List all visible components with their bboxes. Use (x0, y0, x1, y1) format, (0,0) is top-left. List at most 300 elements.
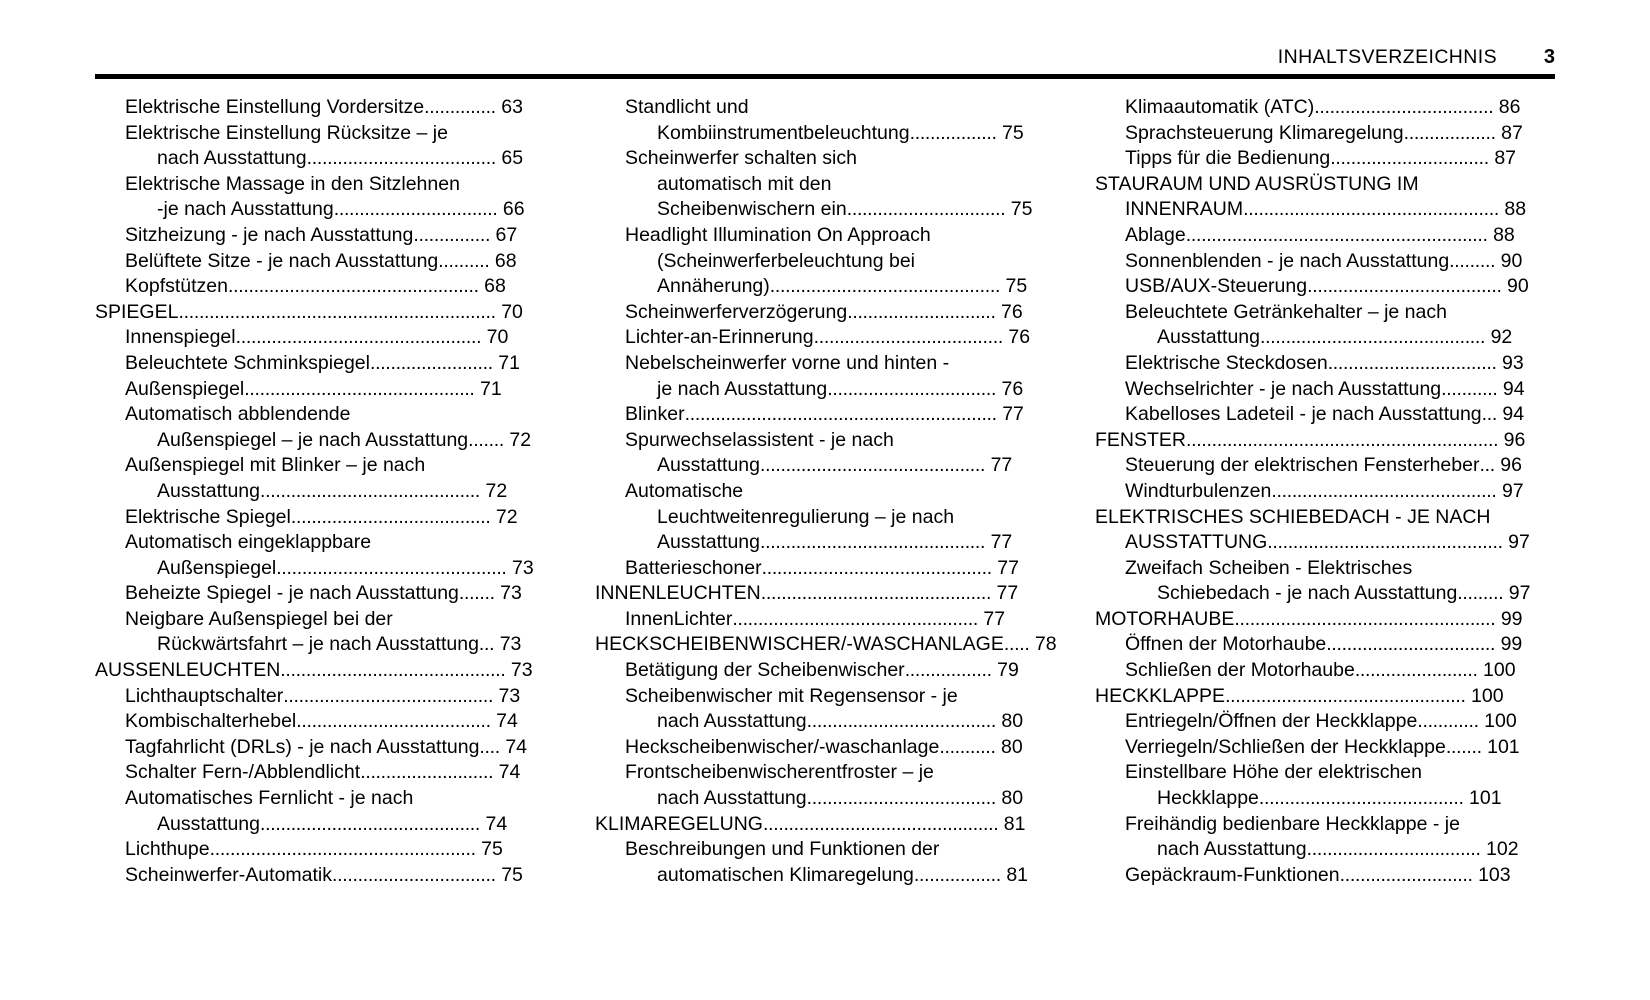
toc-entry-title: Automatisches Fernlicht - je nach (125, 787, 414, 810)
toc-entry[interactable] (595, 812, 1065, 838)
toc-entry-page: 88 (1487, 223, 1515, 246)
toc-entry-title: Heckscheibenwischer/-waschanlage (625, 735, 940, 758)
toc-entry-title: automatisch mit den (657, 172, 832, 195)
toc-entry-leader: ............................................ (759, 454, 986, 477)
toc-entry-leader: ................................................ (732, 607, 978, 630)
toc-entry[interactable] (1125, 249, 1565, 275)
toc-entry[interactable] (625, 95, 1065, 121)
toc-entry-title: Neigbare Außenspiegel bei der (125, 607, 393, 630)
toc-entry[interactable] (125, 786, 565, 812)
toc-entry-page: 79 (991, 659, 1019, 682)
toc-entry-page: 100 (1478, 710, 1517, 733)
toc-entry-title: InnenLichter (625, 607, 733, 630)
toc-entry[interactable] (657, 377, 1065, 403)
toc-entry-leader: .................................................. (1243, 198, 1499, 221)
toc-entry-leader: ..................................... (806, 787, 996, 810)
toc-entry-page: 73 (505, 659, 533, 682)
toc-entry-leader: ................................ (332, 863, 496, 886)
toc-entry-page: 77 (985, 531, 1013, 554)
toc-entry-title: Sitzheizung - je nach Ausstattung (125, 223, 414, 246)
toc-entry-title: Sonnenblenden - je nach Ausstattung (1125, 249, 1450, 272)
toc-entry[interactable] (125, 172, 565, 198)
toc-entry-page: 88 (1498, 198, 1527, 221)
toc-entry-title: Scheinwerfer schalten sich (625, 147, 857, 170)
toc-entry-leader: .............................................. (1267, 531, 1503, 554)
toc-entry-leader: ............................................. (769, 275, 1001, 298)
toc-entry-page: 102 (1480, 838, 1519, 861)
toc-entry-page: 100 (1465, 684, 1504, 707)
toc-entry-title: Batterieschoner (625, 556, 762, 579)
toc-entry-leader: ................................. (1327, 351, 1497, 374)
toc-entry-page: 90 (1501, 275, 1529, 298)
toc-entry-page: 74 (480, 812, 508, 835)
toc-entry[interactable] (157, 428, 565, 454)
toc-entry-leader: ................. (909, 121, 997, 144)
toc-entry[interactable] (625, 146, 1065, 172)
toc-entry-page: 78 (1029, 633, 1057, 656)
toc-entry-title: Wechselrichter - je nach Ausstattung (1125, 377, 1442, 400)
toc-entry[interactable] (625, 556, 1065, 582)
toc-entry-leader: ....................................... (290, 505, 491, 528)
toc-entry-page: 103 (1472, 863, 1511, 886)
toc-entry[interactable] (1125, 658, 1565, 684)
toc-entry-title: STAURAUM UND AUSRÜSTUNG IM (1095, 172, 1419, 195)
toc-entry[interactable] (1125, 863, 1565, 889)
toc-entry-leader: ............................................................. (684, 403, 997, 426)
toc-entry-title: Automatisch abblendende (125, 403, 351, 426)
toc-entry-title: Schließen der Motorhaube (1125, 659, 1355, 682)
toc-entry[interactable] (1125, 812, 1565, 838)
toc-entry-title: Freihändig bedienbare Heckklappe - je (1125, 812, 1460, 835)
toc-entry[interactable] (657, 786, 1065, 812)
toc-entry-title: Beleuchtete Schminkspiegel (125, 351, 370, 374)
toc-entry-leader: ............................... (1330, 147, 1489, 170)
toc-entry-page: 96 (1498, 428, 1526, 451)
toc-entry-leader: .......................... (360, 761, 494, 784)
toc-entry[interactable] (1125, 300, 1565, 326)
toc-entry-page: 75 (475, 838, 503, 861)
toc-entry[interactable] (125, 274, 565, 300)
toc-entry-title: Elektrische Einstellung Rücksitze – je (125, 121, 448, 144)
toc-entry[interactable] (1125, 479, 1565, 505)
toc-entry-leader: ............................................. (761, 556, 992, 579)
toc-entry-title: Scheibenwischern ein (657, 198, 847, 221)
toc-entry-title: Elektrische Einstellung Vordersitze (125, 96, 425, 118)
toc-entry-title: Belüftete Sitze - je nach Ausstattung (125, 249, 439, 272)
toc-entry-leader: ..... (1003, 633, 1030, 656)
toc-entry-leader: ........................................... (259, 812, 481, 835)
toc-entry-page: 76 (1002, 326, 1031, 349)
toc-entry-title: Leuchtweitenregulierung – je nach (657, 505, 955, 528)
toc-entry-title: Ausstattung (657, 454, 760, 477)
toc-entry-title: Kabelloses Ladeteil - je nach Ausstattung (1125, 403, 1482, 426)
toc-entry-page: 74 (499, 735, 528, 758)
toc-entry-title: Außenspiegel (125, 377, 245, 400)
toc-entry-leader: ...................................... (296, 710, 491, 733)
toc-entry-title: Beschreibungen und Funktionen der (625, 838, 940, 861)
header-page-number: 3 (1543, 46, 1555, 68)
toc-entry[interactable] (1125, 197, 1565, 223)
toc-entry-title: Sprachsteuerung Klimaregelung (1125, 121, 1404, 144)
toc-entry-title: Ausstattung (157, 479, 260, 502)
header-divider (95, 74, 1555, 79)
toc-entry[interactable] (657, 453, 1065, 479)
toc-entry[interactable] (625, 325, 1065, 351)
toc-columns (95, 95, 1565, 888)
toc-entry-page: 71 (474, 377, 502, 400)
toc-entry-leader: ... (1479, 454, 1495, 477)
toc-entry-page: 81 (998, 812, 1026, 835)
toc-entry-page: 94 (1497, 403, 1525, 426)
toc-entry[interactable] (625, 684, 1065, 710)
toc-entry-title: Elektrische Steckdosen (1125, 351, 1328, 374)
toc-entry-page: 87 (1488, 147, 1517, 170)
toc-entry[interactable] (1157, 786, 1565, 812)
toc-entry-title: Scheinwerferverzögerung (625, 300, 848, 323)
toc-entry-leader: ..................................... (806, 710, 996, 733)
toc-entry-leader: ................................... (1314, 96, 1494, 118)
toc-entry[interactable] (95, 300, 565, 326)
toc-entry-page: 75 (495, 863, 523, 886)
toc-entry-leader: ........................................................... (1185, 223, 1488, 246)
toc-entry-title: Kopfstützen (125, 275, 228, 298)
toc-entry[interactable] (125, 607, 565, 633)
toc-entry[interactable] (1125, 121, 1565, 147)
toc-entry-title: Scheibenwischer mit Regensensor - je (625, 684, 958, 707)
toc-entry[interactable] (1125, 530, 1565, 556)
toc-entry[interactable] (125, 121, 565, 147)
toc-entry-page: 74 (493, 761, 521, 784)
toc-entry-title: Headlight Illumination On Approach (625, 223, 931, 246)
toc-entry-title: SPIEGEL (95, 300, 179, 323)
toc-entry-page: 65 (495, 147, 524, 170)
toc-entry-page: 72 (503, 428, 532, 451)
toc-entry-title: Spurwechselassistent - je nach (625, 428, 894, 451)
toc-entry-page: 76 (995, 300, 1023, 323)
toc-entry-leader: ............................................ (1271, 479, 1497, 502)
toc-entry-leader: .......... (438, 249, 490, 272)
toc-entry[interactable] (625, 735, 1065, 761)
toc-entry[interactable] (595, 581, 1065, 607)
toc-entry-page: 97 (1502, 531, 1530, 554)
toc-entry[interactable] (125, 581, 565, 607)
toc-entry[interactable] (125, 95, 565, 121)
toc-entry-title: INNENLEUCHTEN (595, 582, 761, 605)
toc-entry-title: Kombischalterhebel (125, 710, 297, 733)
toc-entry-title: Windturbulenzen (1125, 479, 1272, 502)
toc-entry[interactable] (625, 479, 1065, 505)
toc-entry-page: 68 (489, 249, 517, 272)
toc-entry[interactable] (625, 428, 1065, 454)
toc-entry-title: Entriegeln/Öffnen der Heckklappe (1125, 710, 1418, 733)
toc-entry-leader: ........................ (369, 351, 493, 374)
toc-entry-page: 71 (492, 351, 520, 374)
toc-entry-title: Schiebedach - je nach Ausstattung (1157, 582, 1458, 605)
toc-entry-leader: ................................................... (1234, 607, 1496, 630)
toc-entry-page: 77 (985, 454, 1013, 477)
toc-entry-leader: ................................................. (227, 275, 479, 298)
toc-entry-page: 74 (490, 710, 518, 733)
toc-entry-page: 73 (494, 582, 522, 605)
toc-entry-leader: ..................................... (306, 147, 496, 170)
toc-entry-page: 75 (1000, 275, 1028, 298)
toc-entry-title: nach Ausstattung (657, 787, 807, 810)
toc-entry-title: AUSSENLEUCHTEN (95, 659, 281, 682)
toc-entry-page: 80 (995, 787, 1024, 810)
toc-entry[interactable] (1125, 223, 1565, 249)
toc-entry[interactable] (1095, 505, 1565, 531)
toc-entry[interactable] (157, 197, 565, 223)
toc-column-2 (595, 95, 1065, 888)
toc-entry-leader: ... (1481, 403, 1498, 426)
toc-entry-leader: .... (479, 735, 500, 758)
toc-entry-title: Ausstattung (1157, 326, 1260, 349)
toc-entry-page: 81 (1000, 863, 1029, 886)
toc-entry-leader: .............................................. (762, 812, 999, 835)
toc-entry-title: (Scheinwerferbeleuchtung bei (657, 249, 915, 272)
toc-entry[interactable] (657, 121, 1065, 147)
toc-entry-title: Außenspiegel (157, 556, 277, 579)
toc-entry-title: Elektrische Massage in den Sitzlehnen (125, 172, 460, 195)
toc-entry-title: AUSSTATTUNG (1125, 531, 1268, 554)
toc-entry-page: 90 (1495, 249, 1523, 272)
toc-entry[interactable] (1095, 684, 1565, 710)
toc-entry[interactable] (1125, 351, 1565, 377)
toc-entry-page: 101 (1481, 735, 1520, 758)
toc-entry[interactable] (625, 658, 1065, 684)
toc-entry-leader: ................. (904, 659, 992, 682)
toc-entry-title: FENSTER (1095, 428, 1187, 451)
toc-entry-leader: ................................. (1326, 633, 1496, 656)
toc-entry[interactable] (625, 300, 1065, 326)
toc-entry-leader: ............................................................. (1186, 428, 1499, 451)
toc-entry[interactable] (1125, 146, 1565, 172)
toc-entry-page: 97 (1503, 582, 1531, 605)
toc-entry[interactable] (1095, 428, 1565, 454)
toc-entry-title: Beleuchtete Getränkehalter – je nach (1125, 300, 1447, 323)
toc-entry-title: INNENRAUM (1125, 198, 1244, 221)
toc-entry[interactable] (1125, 709, 1565, 735)
toc-entry-leader: ....... (468, 428, 504, 451)
toc-entry-page: 100 (1477, 659, 1516, 682)
toc-entry[interactable] (125, 402, 565, 428)
toc-entry-page: 99 (1495, 633, 1523, 656)
toc-entry-title: Frontscheibenwischerentfroster – je (625, 761, 934, 784)
toc-entry-title: Rückwärtsfahrt – je nach Ausstattung (157, 633, 479, 656)
toc-entry-leader: ............................................. (276, 556, 507, 579)
toc-entry[interactable] (1125, 556, 1565, 582)
toc-entry-leader: ............ (1417, 710, 1479, 733)
toc-entry[interactable] (125, 709, 565, 735)
toc-entry-title: Betätigung der Scheibenwischer (625, 659, 905, 682)
toc-entry-page: 99 (1495, 607, 1523, 630)
toc-entry-page: 66 (497, 198, 525, 221)
toc-entry-title: Tagfahrlicht (DRLs) - je nach Ausstattung (125, 735, 480, 758)
toc-entry-leader: .............................................................. (178, 300, 496, 323)
toc-entry-leader: ............................................ (1259, 326, 1486, 349)
toc-entry[interactable] (125, 351, 565, 377)
header-title: INHALTSVERZEICHNIS (1277, 46, 1497, 68)
toc-entry-page: 97 (1496, 479, 1524, 502)
toc-entry-leader: ........... (1441, 377, 1498, 400)
toc-entry-title: Automatisch eingeklappbare (125, 531, 372, 554)
toc-entry-leader: ...................................... (1307, 275, 1502, 298)
toc-entry-leader: ............................................... (1225, 684, 1466, 707)
toc-entry-title: HECKKLAPPE (1095, 684, 1226, 707)
toc-entry[interactable] (625, 351, 1065, 377)
toc-entry-leader: ............................................. (244, 377, 475, 400)
toc-entry[interactable] (657, 530, 1065, 556)
toc-entry[interactable] (1125, 274, 1565, 300)
toc-entry-title: Innenspiegel (125, 326, 236, 349)
toc-entry[interactable] (657, 197, 1065, 223)
toc-entry[interactable] (125, 249, 565, 275)
toc-entry[interactable] (657, 709, 1065, 735)
toc-entry[interactable] (125, 223, 565, 249)
toc-entry-title: ELEKTRISCHES SCHIEBEDACH - JE NACH (1095, 505, 1491, 528)
toc-entry-title: Verriegeln/Schließen der Heckklappe (1125, 735, 1446, 758)
toc-entry-title: Automatische (625, 479, 744, 502)
toc-entry-page: 67 (490, 223, 518, 246)
toc-entry-leader: .............. (424, 96, 496, 118)
toc-entry[interactable] (125, 453, 565, 479)
toc-entry[interactable] (95, 658, 565, 684)
toc-entry[interactable] (125, 760, 565, 786)
toc-entry-page: 77 (977, 607, 1006, 630)
toc-entry-title: Beheizte Spiegel - je nach Ausstattung (125, 582, 459, 605)
toc-entry[interactable] (625, 402, 1065, 428)
toc-entry[interactable] (157, 146, 565, 172)
toc-entry[interactable] (625, 837, 1065, 863)
toc-entry-leader: ....... (458, 582, 495, 605)
toc-entry[interactable] (1157, 837, 1565, 863)
toc-entry[interactable] (657, 249, 1065, 275)
toc-entry[interactable] (1095, 607, 1565, 633)
toc-entry-title: Ausstattung (657, 531, 760, 554)
toc-entry-title: Heckklappe (1157, 787, 1259, 810)
toc-entry[interactable] (125, 530, 565, 556)
toc-entry-title: Nebelscheinwerfer vorne und hinten - (625, 351, 950, 374)
toc-entry-page: 94 (1497, 377, 1525, 400)
toc-entry-page: 77 (996, 403, 1024, 426)
toc-entry-leader: ............................................ (759, 531, 986, 554)
toc-entry-title: Klimaautomatik (ATC) (1125, 96, 1315, 118)
toc-entry[interactable] (1125, 377, 1565, 403)
toc-entry-page: 77 (991, 556, 1019, 579)
toc-entry-page: 68 (478, 275, 506, 298)
toc-entry[interactable] (125, 863, 565, 889)
toc-entry[interactable] (657, 172, 1065, 198)
toc-entry-title: Standlicht und (625, 96, 749, 118)
toc-entry[interactable] (1125, 453, 1565, 479)
toc-entry-page: 92 (1485, 326, 1513, 349)
toc-entry[interactable] (125, 325, 565, 351)
toc-entry-title: Annäherung) (657, 275, 770, 298)
toc-entry-title: Scheinwerfer-Automatik (125, 863, 332, 886)
toc-entry-leader: ................. (913, 863, 1001, 886)
toc-entry-title: Kombiinstrumentbeleuchtung (657, 121, 910, 144)
toc-entry-page: 72 (480, 479, 508, 502)
toc-entry[interactable] (1125, 402, 1565, 428)
toc-entry-leader: ............... (413, 223, 491, 246)
toc-entry-title: Elektrische Spiegel (125, 505, 291, 528)
toc-entry[interactable] (1157, 325, 1565, 351)
toc-entry-leader: .................................................... (209, 838, 476, 861)
toc-entry-leader: ........................ (1354, 659, 1478, 682)
toc-entry-title: -je nach Ausstattung (157, 198, 334, 221)
toc-entry[interactable] (125, 505, 565, 531)
toc-entry[interactable] (1125, 632, 1565, 658)
toc-entry-page: 73 (494, 633, 522, 656)
toc-entry-leader: ........................................ (1258, 787, 1464, 810)
toc-entry-title: Lichthauptschalter (125, 684, 284, 707)
toc-entry[interactable] (595, 632, 1065, 658)
toc-entry[interactable] (157, 479, 565, 505)
toc-entry-page: 87 (1495, 121, 1523, 144)
toc-entry-title: HECKSCHEIBENWISCHER/-WASCHANLAGE (595, 633, 1004, 656)
toc-column-1 (95, 95, 565, 888)
toc-entry[interactable] (625, 223, 1065, 249)
toc-entry[interactable] (1157, 581, 1565, 607)
toc-entry[interactable] (657, 505, 1065, 531)
toc-entry-leader: ............................................. (760, 582, 992, 605)
toc-entry-leader: ......... (1457, 582, 1504, 605)
toc-entry[interactable] (1095, 172, 1565, 198)
toc-entry-title: je nach Ausstattung (657, 377, 828, 400)
toc-entry-page: 75 (996, 121, 1024, 144)
toc-entry-leader: .......................... (1339, 863, 1473, 886)
toc-entry-title: Ausstattung (157, 812, 260, 835)
toc-entry-title: Zweifach Scheiben - Elektrisches (1125, 556, 1413, 579)
toc-entry[interactable] (157, 812, 565, 838)
toc-entry-title: Tipps für die Bedienung (1125, 147, 1331, 170)
toc-entry-page: 96 (1494, 454, 1522, 477)
toc-entry[interactable] (125, 684, 565, 710)
toc-entry-title: Öffnen der Motorhaube (1125, 633, 1327, 656)
toc-entry[interactable] (657, 274, 1065, 300)
toc-entry-title: Außenspiegel mit Blinker – je nach (125, 454, 426, 477)
toc-entry-leader: ............................. (847, 300, 996, 323)
toc-entry-page: 72 (490, 505, 518, 528)
toc-entry-leader: ....... (1445, 735, 1482, 758)
toc-entry-leader: ..................................... (813, 326, 1003, 349)
toc-entry-title: Gepäckraum-Funktionen (1125, 863, 1340, 886)
toc-entry[interactable] (125, 837, 565, 863)
toc-entry[interactable] (157, 556, 565, 582)
toc-entry-page: 101 (1463, 787, 1502, 810)
toc-entry-page: 63 (495, 96, 523, 118)
toc-entry-leader: ......................................... (283, 684, 494, 707)
toc-entry[interactable] (1125, 95, 1565, 121)
toc-column-3 (1095, 95, 1565, 888)
toc-entry-title: Lichter-an-Erinnerung (625, 326, 814, 349)
toc-entry[interactable] (625, 607, 1065, 633)
toc-entry-page: 73 (493, 684, 521, 707)
toc-entry[interactable] (125, 735, 565, 761)
toc-entry[interactable] (1125, 735, 1565, 761)
toc-entry[interactable] (657, 863, 1065, 889)
toc-entry-page: 93 (1496, 351, 1524, 374)
toc-entry-page: 86 (1493, 96, 1521, 118)
toc-entry[interactable] (625, 760, 1065, 786)
toc-entry[interactable] (1125, 760, 1565, 786)
page-header (95, 46, 1555, 80)
toc-entry-title: MOTORHAUBE (1095, 607, 1235, 630)
toc-entry[interactable] (157, 632, 565, 658)
toc-entry[interactable] (125, 377, 565, 403)
toc-entry-title: USB/AUX-Steuerung (1125, 275, 1308, 298)
toc-entry-title: Außenspiegel – je nach Ausstattung (157, 428, 469, 451)
